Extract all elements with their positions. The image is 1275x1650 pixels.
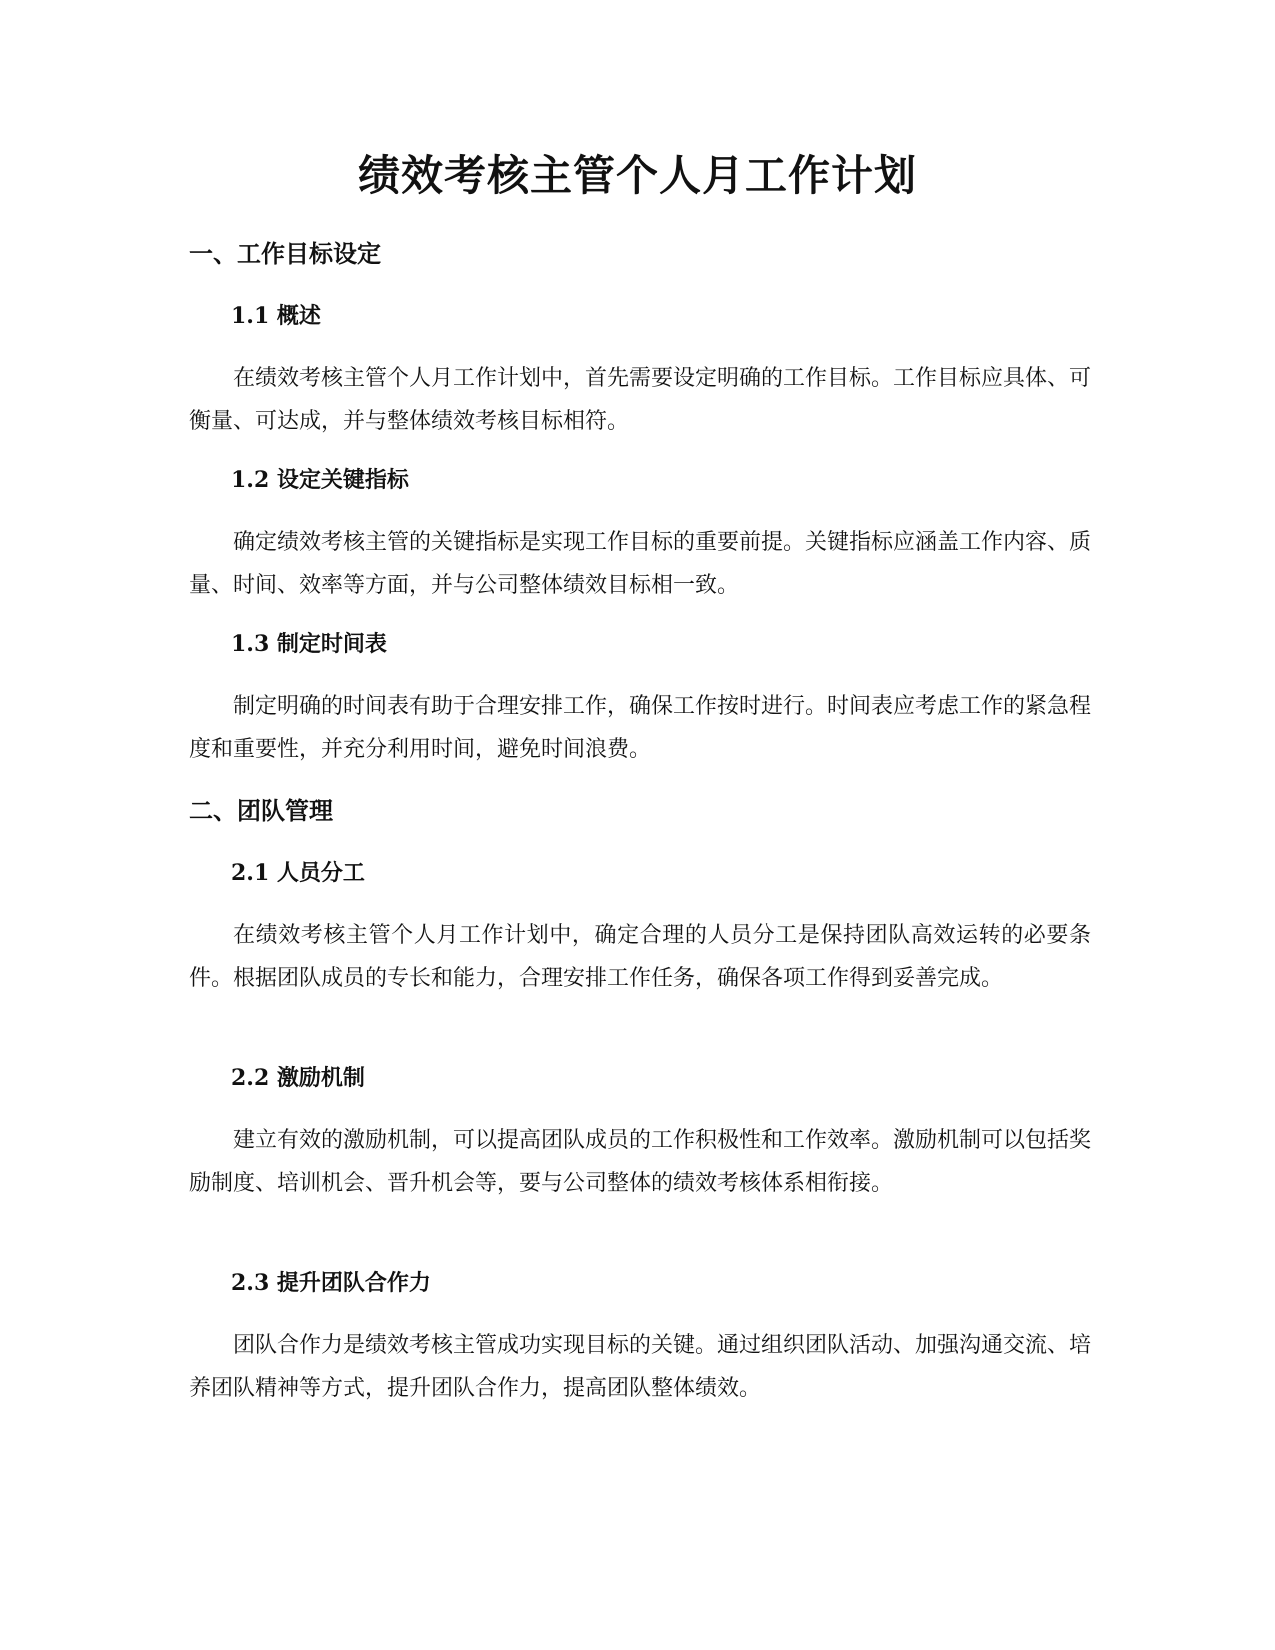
section-heading: 二、团队管理: [189, 797, 333, 825]
paragraph: 在绩效考核主管个人月工作计划中，确定合理的人员分工是保持团队高效运转的必要条件。根据团队成员的专长和能力，合理安排工作任务，确保各项工作得到妥善完成。: [189, 923, 1091, 991]
section-heading: 一、工作目标设定: [189, 240, 381, 268]
subsection-heading: 1.2 设定关键指标: [231, 467, 409, 493]
subsection-heading: 2.1 人员分工: [231, 860, 365, 886]
subsection-heading: 1.1 概述: [231, 303, 321, 329]
paragraph: 制定明确的时间表有助于合理安排工作，确保工作按时进行。时间表应考虑工作的紧急程度和重要性，并充分利用时间，避免时间浪费。: [189, 694, 1092, 762]
paragraph: 建立有效的激励机制，可以提高团队成员的工作积极性和工作效率。激励机制可以包括奖励制度、培训机会、晋升机会等，要与公司整体的绩效考核体系相衔接。: [189, 1128, 1092, 1196]
paragraph: 团队合作力是绩效考核主管成功实现目标的关键。通过组织团队活动、加强沟通交流、培养团队精神等方式，提升团队合作力，提高团队整体绩效。: [189, 1333, 1092, 1401]
document-title: 绩效考核主管个人月工作计划: [357, 151, 917, 200]
paragraph: 在绩效考核主管个人月工作计划中，首先需要设定明确的工作目标。工作目标应具体、可衡量、可达成，并与整体绩效考核目标相符。: [189, 366, 1092, 434]
paragraph: 确定绩效考核主管的关键指标是实现工作目标的重要前提。关键指标应涵盖工作内容、质量、时间、效率等方面，并与公司整体绩效目标相一致。: [189, 530, 1092, 598]
subsection-heading: 1.3 制定时间表: [231, 631, 387, 657]
subsection-heading: 2.2 激励机制: [231, 1065, 365, 1091]
subsection-heading: 2.3 提升团队合作力: [231, 1270, 431, 1296]
